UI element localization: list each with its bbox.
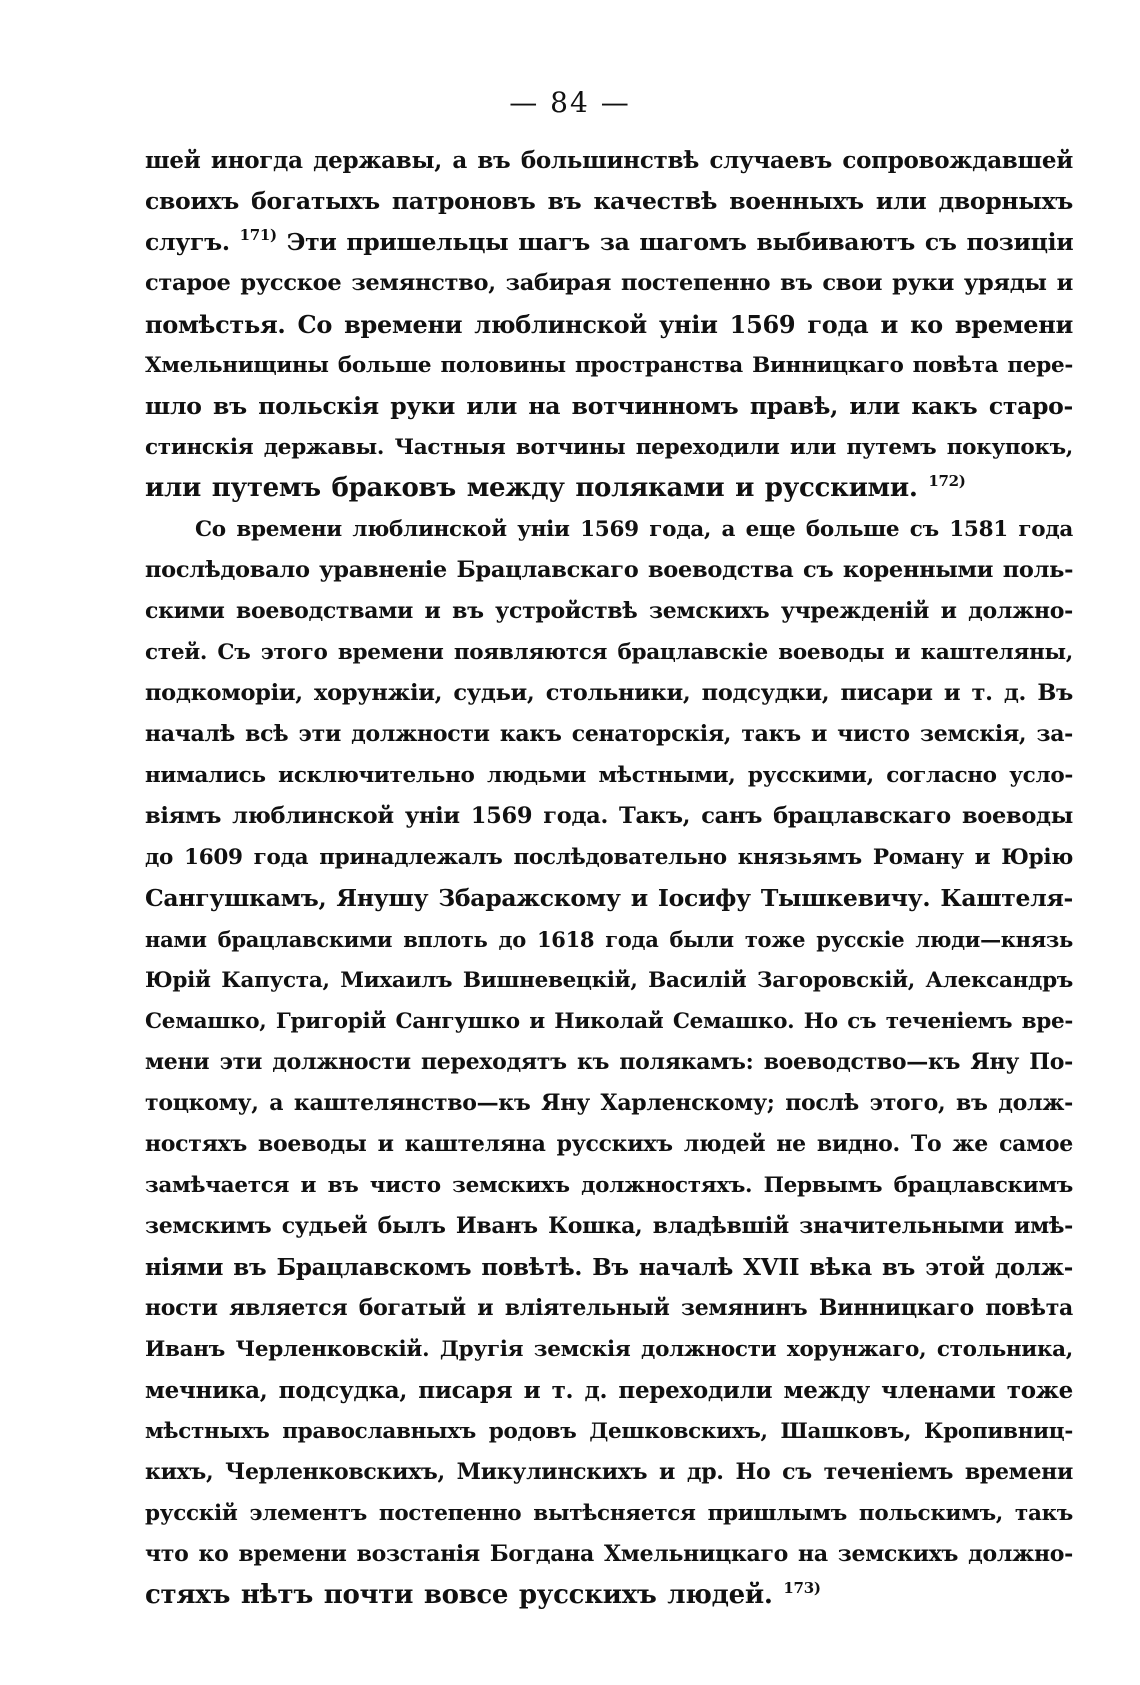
text-line: русскій элементъ постепенно вытѣсняется пришлымъ польскимъ, такъ xyxy=(145,1501,1073,1526)
text-line xyxy=(145,222,1073,263)
body-text xyxy=(145,140,1073,1616)
text-line: Юрій Капуста, Михаилъ Вишневецкій, Василій Загоровскій, Александръ xyxy=(145,968,1073,993)
text-line: подкоморіи, хорунжіи, судьи, стольники, подсудки, писари и т. д. Въ xyxy=(145,680,1073,706)
text-line: шей иногда державы, а въ большинствѣ случаевъ сопровождавшей xyxy=(145,147,1073,174)
text-fragment: или путемъ браковъ между поляками и русскими. xyxy=(145,473,918,503)
text-line: скими воеводствами и въ устройствѣ земскихъ учрежденій и должно- xyxy=(145,598,1073,624)
text-line xyxy=(145,468,1073,509)
text-line: ніями въ Брацлавскомъ повѣтѣ. Въ началѣ XVII вѣка въ этой долж- xyxy=(145,1254,1073,1281)
text-line: Сангушкамъ, Янушу Збаражскому и Іосифу Тышкевичу. Каштеля- xyxy=(145,884,1073,912)
page-number: — 84 — xyxy=(509,86,631,119)
text-line: ностяхъ воеводы и каштеляна русскихъ людей не видно. То же самое xyxy=(145,1131,1073,1157)
footnote-ref-171[interactable]: 171) xyxy=(239,226,277,244)
text-line: віямъ люблинской уніи 1569 года. Такъ, санъ брацлавскаго воеводы xyxy=(145,803,1073,829)
text-line: нимались исключительно людьми мѣстными, русскими, согласно усло- xyxy=(145,763,1073,788)
text-line: мечника, подсудка, писаря и т. д. переходили между членами тоже xyxy=(145,1377,1073,1404)
text-line: Иванъ Черленковскій. Другія земскія должности хорунжаго, стольника, xyxy=(145,1337,1073,1362)
text-line: своихъ богатыхъ патроновъ въ качествѣ военныхъ или дворныхъ xyxy=(145,187,1073,215)
text-line: земскимъ судьей былъ Иванъ Кошка, владѣвшій значительными имѣ- xyxy=(145,1213,1073,1239)
text-line: стинскія державы. Частныя вотчины переходили или путемъ покупокъ, xyxy=(145,435,1073,460)
text-line xyxy=(145,1575,1073,1616)
text-line: Со времени люблинской уніи 1569 года, а еще больше съ 1581 года xyxy=(195,517,1073,542)
text-line: шло въ польскія руки или на вотчинномъ правѣ, или какъ старо- xyxy=(145,392,1073,420)
text-line: стей. Съ этого времени появляются брацлавскіе воеводы и каштеляны, xyxy=(145,640,1073,665)
text-line: послѣдовало уравненіе Брацлавскаго воеводства съ коренными поль- xyxy=(145,557,1074,583)
text-line: Хмельнищины больше половины пространства Винницкаго повѣта пере- xyxy=(145,353,1073,378)
text-line: замѣчается и въ чисто земскихъ должностяхъ. Первымъ брацлавскимъ xyxy=(145,1173,1073,1198)
text-line: нами брацлавскими вплоть до 1618 года были тоже русскіе люди—князь xyxy=(145,927,1073,952)
text-fragment: слугъ. xyxy=(145,228,230,256)
text-line: старое русское земянство, забирая постепенно въ свои руки уряды и xyxy=(145,270,1073,296)
text-line: что ко времени возстанія Богдана Хмельницкаго на земскихъ должно- xyxy=(145,1541,1073,1567)
text-line: мени эти должности переходятъ къ полякамъ: воеводство—къ Яну По- xyxy=(145,1049,1073,1075)
footnote-ref-172[interactable]: 172) xyxy=(928,472,966,490)
footnote-ref-173[interactable]: 173) xyxy=(783,1579,821,1597)
text-line: Семашко, Григорій Сангушко и Николай Семашко. Но съ теченіемъ вре- xyxy=(145,1009,1073,1034)
text-line: ности является богатый и вліятельный земянинъ Винницкаго повѣта xyxy=(145,1295,1073,1321)
text-fragment: Эти пришельцы шагъ за шагомъ выбиваютъ съ позиціи xyxy=(286,228,1074,256)
text-line: тоцкому, а каштелянство—къ Яну Харленскому; послѣ этого, въ долж- xyxy=(145,1090,1073,1116)
text-line: до 1609 года принадлежалъ послѣдовательно князьямъ Роману и Юрію xyxy=(145,845,1073,870)
text-line: мѣстныхъ православныхъ родовъ Дешковскихъ, Шашковъ, Кропивниц- xyxy=(145,1419,1073,1444)
text-line: помѣстья. Со времени люблинской уніи 1569 года и ко времени xyxy=(145,310,1073,339)
text-fragment: стяхъ нѣтъ почти вовсе русскихъ людей. xyxy=(145,1580,773,1610)
text-line: началѣ всѣ эти должности какъ сенаторскія, такъ и чисто земскія, за- xyxy=(145,721,1073,747)
text-line: кихъ, Черленковскихъ, Микулинскихъ и др. Но съ теченіемъ времени xyxy=(145,1459,1073,1485)
